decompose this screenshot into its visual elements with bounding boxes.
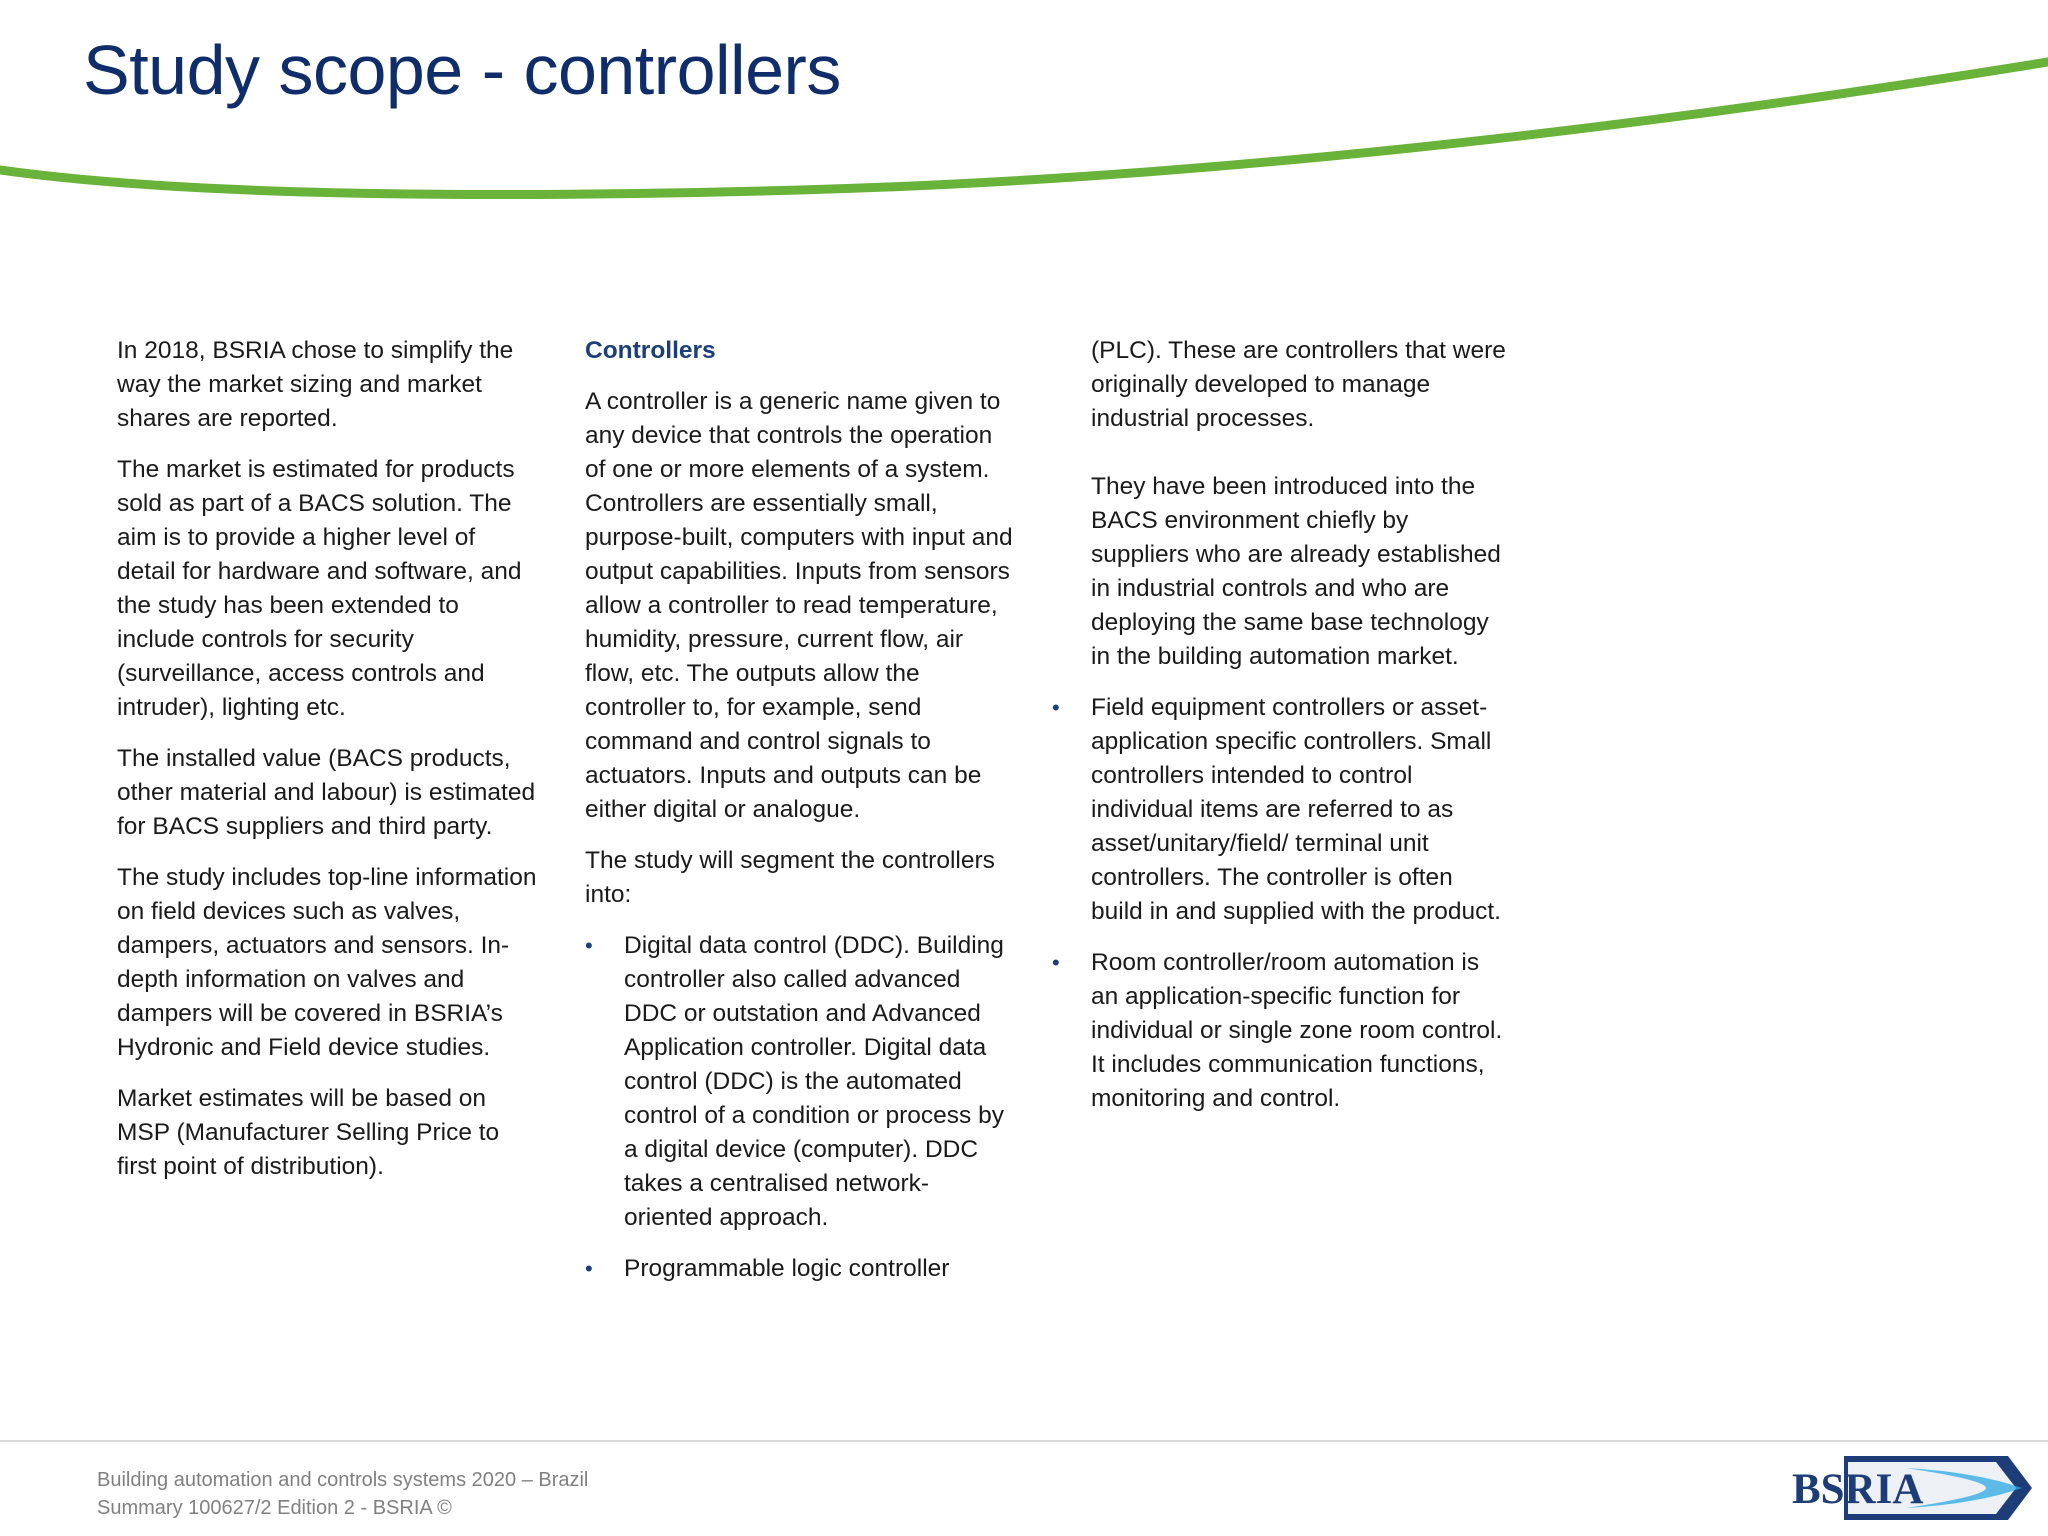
bullet-icon: • xyxy=(585,1256,593,1281)
intro-paragraph: In 2018, BSRIA chose to simplify the way the market sizing and market shares are reported. xyxy=(117,337,514,432)
bullet-icon: • xyxy=(1052,950,1060,975)
bullet-item-ddc xyxy=(585,929,1015,1235)
bullet-text: Room controller/room automation is an application-specific function for individual or single zone room control. It includes communication functions, monitoring and control. xyxy=(1091,949,1503,1112)
footer-line: Building automation and controls systems 2020 – Brazil xyxy=(97,1469,589,1491)
intro-paragraph: The study includes top-line information on field devices such as valves, dampers, actuators and sensors. In-depth information on valves and dampers will be covered in BSRIA’s Hydronic and Field device studies. xyxy=(117,864,537,1061)
footer xyxy=(97,1466,588,1522)
controllers-column xyxy=(585,334,1015,1303)
bullet-item-field-equipment xyxy=(1052,691,1511,929)
plc-continuation-text: (PLC). These are controllers that were originally developed to manage industrial processes. xyxy=(1091,337,1506,432)
page-title: Study scope - controllers xyxy=(83,31,841,109)
bullet-icon: • xyxy=(585,933,593,958)
intro-column xyxy=(117,334,537,1201)
footer-line: Summary 100627/2 Edition 2 - BSRIA © xyxy=(97,1497,452,1519)
controllers-heading: Controllers xyxy=(585,337,716,364)
logo-text: BSRIA xyxy=(1792,1466,1924,1513)
plc-description: They have been introduced into the BACS environment chiefly by suppliers who are already established in industrial controls and who are deploying the same base technology in the building automation market. xyxy=(1091,473,1501,670)
intro-paragraph: Market estimates will be based on MSP (Manufacturer Selling Price to first point of distribution). xyxy=(117,1085,500,1180)
intro-paragraph: The market is estimated for products sold as part of a BACS solution. The aim is to provide a higher level of detail for hardware and software, and the study has been extended to include controls for security (surveillance, access controls and intruder), lighting etc. xyxy=(117,456,522,721)
intro-paragraph: The installed value (BACS products, other material and labour) is estimated for BACS suppliers and third party. xyxy=(117,745,536,840)
segment-intro: The study will segment the controllers into: xyxy=(585,847,995,908)
bullet-item-plc xyxy=(585,1252,1015,1286)
footer-divider xyxy=(0,1440,2048,1442)
bsria-logo xyxy=(1786,1450,2036,1526)
bullet-text: Digital data control (DDC). Building controller also called advanced DDC or outstation and Advanced Application controller. Digital data control (DDC) is the automated control of a condition or process by a digital device (computer). DDC takes a centralised network-oriented approach. xyxy=(624,932,1004,1231)
bullet-text: Programmable logic controller xyxy=(624,1255,950,1282)
bullet-text: Field equipment controllers or asset-application specific controllers. Small controllers intended to control individual items are referred to as asset/unitary/field/ terminal unit controllers. The controller is often build in and supplied with the product. xyxy=(1091,694,1501,925)
plc-continuation-column xyxy=(1052,334,1511,1133)
bullet-icon: • xyxy=(1052,695,1060,720)
controllers-definition: A controller is a generic name given to any device that controls the operation of one or more elements of a system. Controllers are essentially small, purpose-built, computers with input and output capabilities. Inputs from sensors allow a controller to read temperature, humidity, pressure, current flow, air flow, etc. The outputs allow the controller to, for example, send command and control signals to actuators. Inputs and outputs can be either digital or analogue. xyxy=(585,388,1013,823)
bullet-item-room-controller xyxy=(1052,946,1511,1116)
